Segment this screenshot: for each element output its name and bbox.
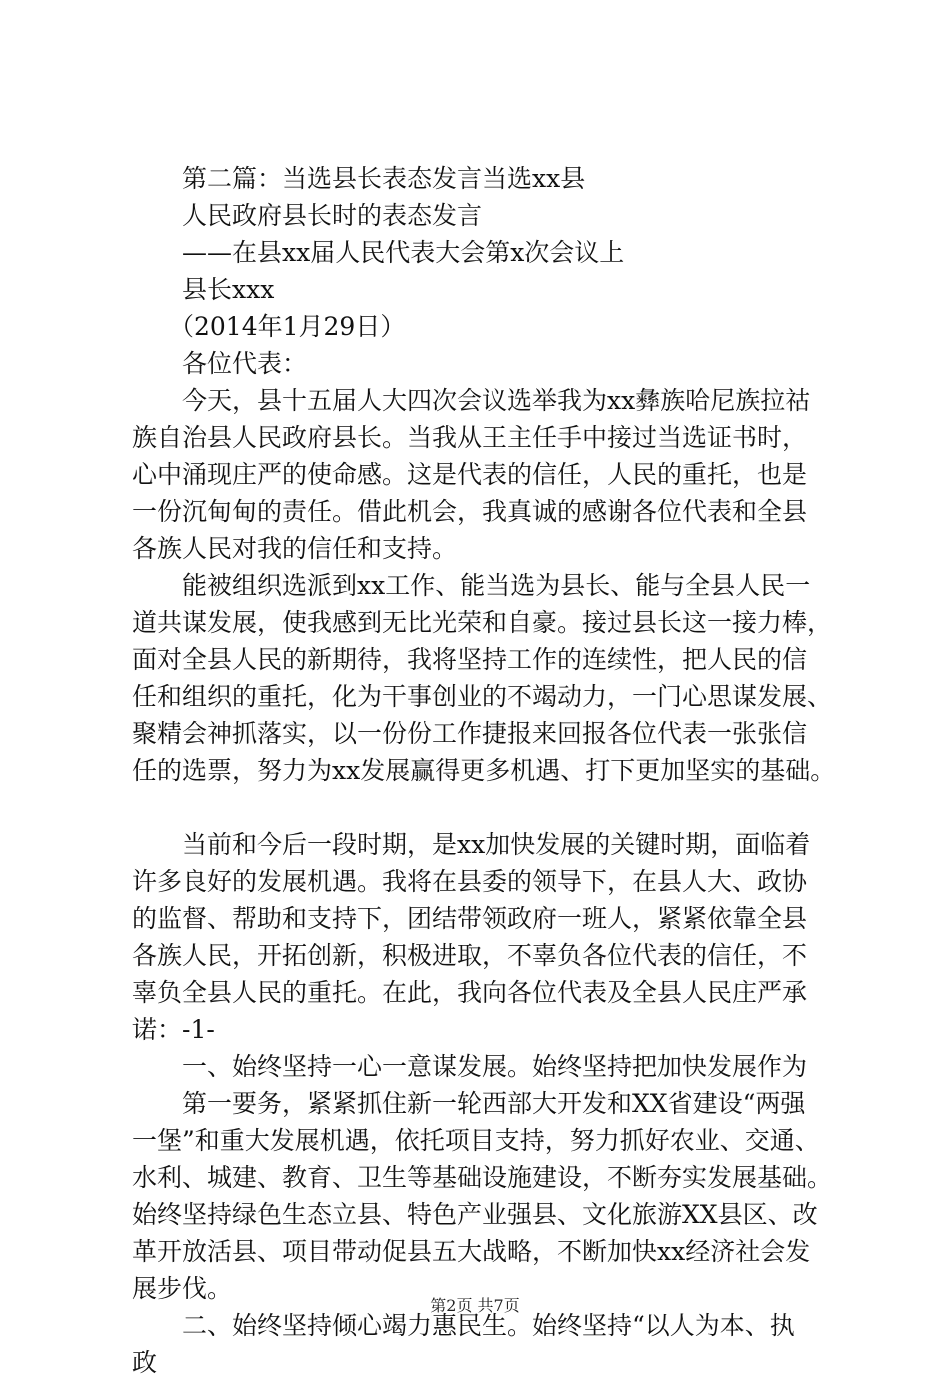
point2-heading: 二、始终坚持倾心竭力惠民生。始终坚持“以人为本、执 bbox=[182, 1311, 795, 1340]
para2-line: 能被组织选派到xx工作、能当选为县长、能与全县人民一 bbox=[182, 571, 811, 600]
para3-line: 许多良好的发展机遇。我将在县委的领导下，在县人大、政协 bbox=[132, 867, 808, 896]
para1-line: 心中涌现庄严的使命感。这是代表的信任，人民的重托，也是 bbox=[132, 460, 808, 489]
point2-line: 政 bbox=[132, 1348, 158, 1377]
para2-line: 任的选票，努力为xx发展赢得更多机遇、打下更加坚实的基础。 bbox=[132, 756, 836, 785]
para2-line: 面对全县人民的新期待，我将坚持工作的连续性，把人民的信 bbox=[132, 645, 808, 674]
point1-line: 革开放活县、项目带动促县五大战略，不断加快xx经济社会发 bbox=[132, 1237, 811, 1266]
point1-line: 第一要务，紧紧抓住新一轮西部大开发和XX省建设“两强 bbox=[182, 1089, 806, 1118]
doc-greeting: 各位代表： bbox=[182, 349, 308, 378]
point1-line: 始终坚持绿色生态立县、特色产业强县、文化旅游XX县区、改 bbox=[132, 1200, 818, 1229]
point1-line: 水利、城建、教育、卫生等基础设施建设，不断夯实发展基础。 bbox=[132, 1163, 833, 1192]
para2-line: 任和组织的重托，化为干事创业的不竭动力，一门心思谋发展、 bbox=[132, 682, 833, 711]
para1-line: 族自治县人民政府县长。当我从王主任手中接过当选证书时， bbox=[132, 423, 808, 452]
paragraph-gap bbox=[132, 789, 857, 826]
doc-title-line-1: 第二篇：当选县长表态发言当选xx县 bbox=[182, 164, 586, 193]
para3-line: 辜负全县人民的重托。在此，我向各位代表及全县人民庄严承 bbox=[132, 978, 808, 1007]
para3-line: 诺：-1- bbox=[132, 1015, 215, 1044]
para2-line: 道共谋发展，使我感到无比光荣和自豪。接过县长这一接力棒， bbox=[132, 608, 833, 637]
para1-line: 一份沉甸甸的责任。借此机会，我真诚的感谢各位代表和全县 bbox=[132, 497, 808, 526]
doc-date: （2014年1月29日） bbox=[169, 312, 406, 341]
doc-subtitle: ——在县xx届人民代表大会第x次会议上 bbox=[182, 238, 625, 267]
para1-line: 今天，县十五届人大四次会议选举我为xx彝族哈尼族拉祜 bbox=[182, 386, 811, 415]
para3-line: 的监督、帮助和支持下，团结带领政府一班人，紧紧依靠全县 bbox=[132, 904, 808, 933]
doc-title-line-2: 人民政府县长时的表态发言 bbox=[182, 201, 483, 230]
point1-line: 展步伐。 bbox=[132, 1274, 233, 1303]
document-body bbox=[132, 160, 857, 1381]
para1-line: 各族人民对我的信任和支持。 bbox=[132, 534, 458, 563]
page-footer: 第2页 共7页 bbox=[430, 1296, 520, 1315]
doc-speaker: 县长xxx bbox=[182, 275, 275, 304]
para3-line: 各族人民，开拓创新，积极进取，不辜负各位代表的信任，不 bbox=[132, 941, 808, 970]
para2-line: 聚精会神抓落实，以一份份工作捷报来回报各位代表一张张信 bbox=[132, 719, 808, 748]
point1-line: 一堡”和重大发展机遇，依托项目支持，努力抓好农业、交通、 bbox=[132, 1126, 820, 1155]
point1-heading: 一、始终坚持一心一意谋发展。始终坚持把加快发展作为 bbox=[182, 1052, 808, 1081]
para3-line: 当前和今后一段时期，是xx加快发展的关键时期，面临着 bbox=[182, 830, 811, 859]
